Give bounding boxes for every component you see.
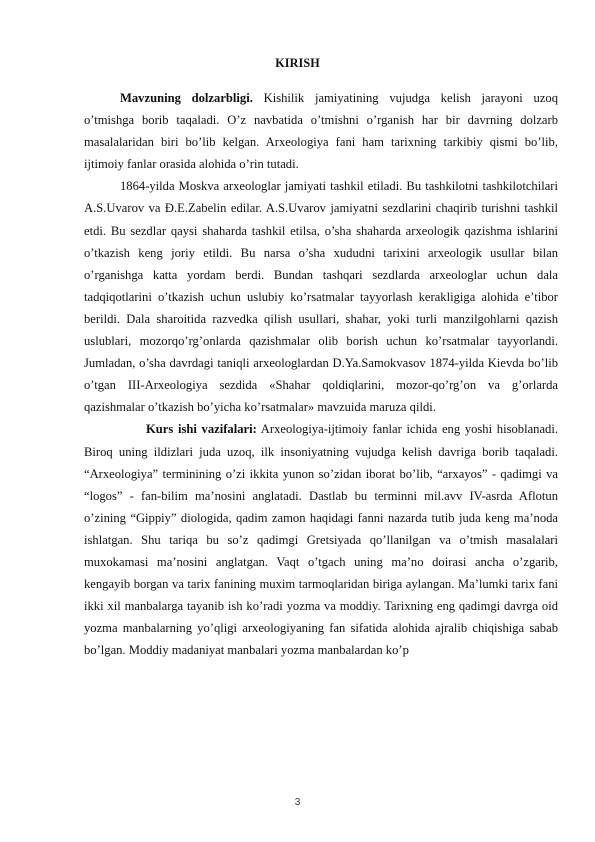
paragraph-text-tasks: Arxeologiya-ijtimoiy fanlar ichida eng yoshi hisoblanadi. Biroq uning ildizlari juda uzoq, ilk insoniyatning vujudga kelish davriga borib taqaladi. “Arxeologiya” terminining o’zi ikkita yunon so’zidan iborat bo’lib, “arxayos” - qadimgi va “logos” - fan-bilim ma’nosini anglatadi. Dastlab bu terminni mil.avv IV-asrda Aflotun o’zining “Gippiy” diologida, qadim zamon haqidagi fanni nazarda tutib juda keng ma’noda ishlatgan. Shu tariqa bu so’z qadimgi Gretsiyada qo’llanilgan va o’tmish masalalari muxokamasi ma’nosini anglatgan. Vaqt o’tgach uning ma’no doirasi ancha o’zgarib, kengayib borgan va tarix fanining muxim tarmoqlaridan biriga aylangan. Ma’lumki tarix fani ikki xil manbalarga tayanib ish ko’radi yozma va moddiy. Tarixning eng qadimgi davrga oid yozma manbalarning yo’qligi arxeologiyaning fan sifatida alohida ajralib chiqishiga sabab bo’lgan. Moddiy madaniyat manbalari yozma manbalardan ko’p bbox=[84, 422, 558, 658]
paragraph-lead-relevance: Mavzuning dolzarbligi. bbox=[120, 91, 253, 105]
paragraph-text-relevance: Kishilik jamiyatining vujudga kelish jarayoni uzoq o’tmishga borib taqaladi. O’z navbatida o’tmishni o’rganish har bir davrning dolzarb masalalaridan biri bo’lib kelgan. Arxeologiya fani ham tarixning tarkibiy qismi bo’lib, ijtimoiy fanlar orasida alohida o’rin tutadi. bbox=[84, 91, 559, 172]
paragraph-lead-tasks: Kurs ishi vazifalari: bbox=[146, 422, 257, 437]
page-title: KIRISH bbox=[275, 56, 320, 70]
paragraph-moscow-society bbox=[84, 175, 558, 418]
page-number: 3 bbox=[294, 797, 301, 808]
document-body bbox=[84, 87, 558, 661]
paragraph-text-moscow-society: 1864-yilda Moskva arxeologlar jamiyati tashkil etiladi. Bu tashkilotni tashkilotchilari A.S.Uvarov va Ð.E.Zabelin edilar. A.S.Uvarov jamiyatni sezdlarini chaqirib turishni tashkil etdi. Bu sezdlar qaysi shaharda tashkil etilsa, o’sha shaharda arxeologik qazishma ishlarini o’tkazish keng joriy etildi. Bu narsa o’sha xududni tarixini arxeologik usullar bilan o’rganishga katta yordam berdi. Bundan tashqari sezdlarda arxeologlar uchun dala tadqiqotlarini o’tkazish uchun uslubiy ko’rsatmalar tayyorlash kerakligiga alohida e’tibor berildi. Dala sharoitida razvedka qilish usullari, shahar, yoki turli manzilgohlarni qazish uslublari, mozorqo’rg’onlarda qazishmalar olib borish uchun ko’rsatmalar tayyorlandi. Jumladan, o’sha davrdagi taniqli arxeologlardan D.Ya.Samokvasov 1874-yilda Kievda bo’lib o’tgan III-Arxeologiya sezdida «Shahar qoldiqlarini, mozor-qo’rg’on va g’orlarda qazishmalar o’tkazish bo’yicha ko’rsatmalar» mavzuida maruza qildi. bbox=[84, 179, 558, 415]
paragraph-tasks bbox=[84, 418, 558, 661]
paragraph-relevance bbox=[84, 87, 558, 175]
